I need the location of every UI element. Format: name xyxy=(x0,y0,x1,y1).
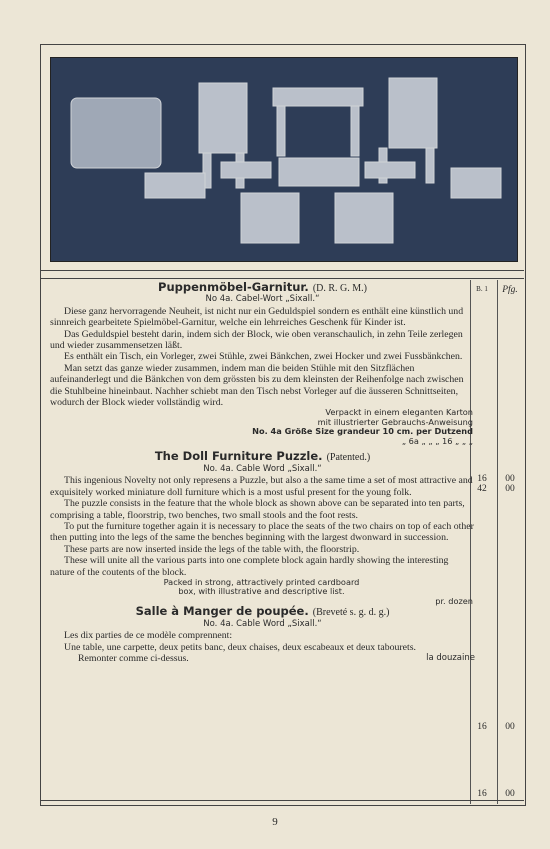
english-pack-line1: Packed in strong, attractively printed cardboard xyxy=(163,576,360,587)
english-p2: The puzzle consists in the feature that the whole block as shown above can be separated into ten parts, comprising a table, floorstrip, two benches, two small stools and the foot rests. xyxy=(50,498,465,521)
english-p4: These parts are now inserted inside the legs of the table with, the floorstrip. xyxy=(64,543,360,555)
english-title-text: The Doll Furniture Puzzle. xyxy=(154,449,323,464)
french-cable: No. 4a. Cable Word „Sixall.“ xyxy=(203,618,322,629)
german-packing xyxy=(50,408,475,446)
german-title-text: Puppenmöbel-Garnitur. xyxy=(158,280,309,294)
english-patent: (Patented.) xyxy=(326,452,371,464)
german-p3: Es enthält ein Tisch, ein Vorleger, zwei Stühle, zwei Bänkchen, zwei Hocker und zwei Fussbänkchen. xyxy=(64,351,463,363)
french-title-text: Salle à Manger de poupée. xyxy=(135,604,309,619)
german-price-line1: No. 4a Größe Size grandeur 10 cm. per Dutzend xyxy=(252,426,473,437)
german-pack-line1: Verpackt in einem eleganten Karton xyxy=(325,407,473,418)
german-pack-line2: mit illustrierter Gebrauchs-Anweisung xyxy=(317,416,473,427)
english-price-a: 16 xyxy=(477,722,487,732)
german-price1-a: 16 xyxy=(477,474,487,484)
french-patent: (Breveté s. g. d. g.) xyxy=(312,607,390,619)
furniture-photo xyxy=(50,57,518,262)
german-p2: Das Geduldspiel besteht darin, indem sich der Block, wie oben veranschaulich, in zehn Teile zerlegen und wieder zusammensetzen läßt. xyxy=(50,328,463,352)
french-p2: Une table, une carpette, deux petits banc, deux chaises, deux escabeaux et deux tabourets. xyxy=(64,641,417,653)
french-last-line xyxy=(50,653,475,664)
divider-table-top xyxy=(40,278,524,279)
divider-top xyxy=(40,270,524,271)
english-title xyxy=(50,451,475,463)
page-number: 9 xyxy=(272,816,278,828)
col-header-b: Pfg. xyxy=(502,285,518,295)
french-douzaine: la douzaine xyxy=(426,653,475,664)
english-p5: These will unite all the various parts into one complete block again hardly showing the interesting nature of the coutents of the block. xyxy=(50,555,449,578)
col-header-a: B. 1 xyxy=(476,285,488,293)
english-pack-line2: box, with illustrative and descriptive list. xyxy=(178,586,345,597)
french-p3: Remonter comme ci-dessus. xyxy=(78,653,189,665)
furniture-illustration xyxy=(51,58,517,261)
french-price-b: 00 xyxy=(505,789,515,799)
german-price2-b: 00 xyxy=(505,484,515,494)
divider-bottom xyxy=(40,800,524,801)
german-price2-a: 42 xyxy=(477,484,487,494)
german-p4: Man setzt das ganze wieder zusammen, indem man die beiden Stühle mit den Sitzflächen aufeinanderlegt und die Bänkchen von dem grössten bis zu dem kleinsten der Reihenfolge nach zwischen die Stuhlbeine hineinbaut. Nachher schiebt man den Tisch nebst Vorleger auf die äusseren Schnittseiten, wodurch der Block wieder vollständig wird. xyxy=(50,362,464,409)
english-p1: This ingenious Novelty not only represens a Puzzle, but also a the same time a set of most attractive and exquisitely worked miniature doll furniture which is a most usful present for the young folk. xyxy=(50,475,473,498)
english-price-b: 00 xyxy=(505,722,515,732)
german-patent: (D. R. G. M.) xyxy=(312,283,367,294)
german-price-line2: „ 6a „ „ „ 16 „ „ „ xyxy=(401,435,473,446)
text-column xyxy=(50,282,475,664)
french-title xyxy=(50,606,475,618)
german-title xyxy=(50,282,475,294)
english-pack-line3: pr. dozen xyxy=(435,595,473,606)
english-packing xyxy=(50,578,475,607)
german-p1: Diese ganz hervorragende Neuheit, ist nicht nur ein Geduldspiel sondern es enthält eine künstlich und sinnreich gearbeitete Spielmöbel-Garnitur, welche ein lehrreiches Geschenk für Kinder ist. xyxy=(50,305,464,329)
german-cable: No 4a. Cabel-Wort „Sixall.“ xyxy=(205,294,320,305)
french-price-a: 16 xyxy=(477,789,487,799)
german-price1-b: 00 xyxy=(505,474,515,484)
english-p3: To put the furniture together again it is necessary to place the seats of the two chairs on top of each other then putting into the legs of the same the benches beginning with the largest dwonward in succession. xyxy=(50,520,474,544)
french-p1: Les dix parties de ce modèle comprennent: xyxy=(64,630,233,642)
english-cable: No. 4a. Cable Word „Sixall.“ xyxy=(203,463,322,474)
